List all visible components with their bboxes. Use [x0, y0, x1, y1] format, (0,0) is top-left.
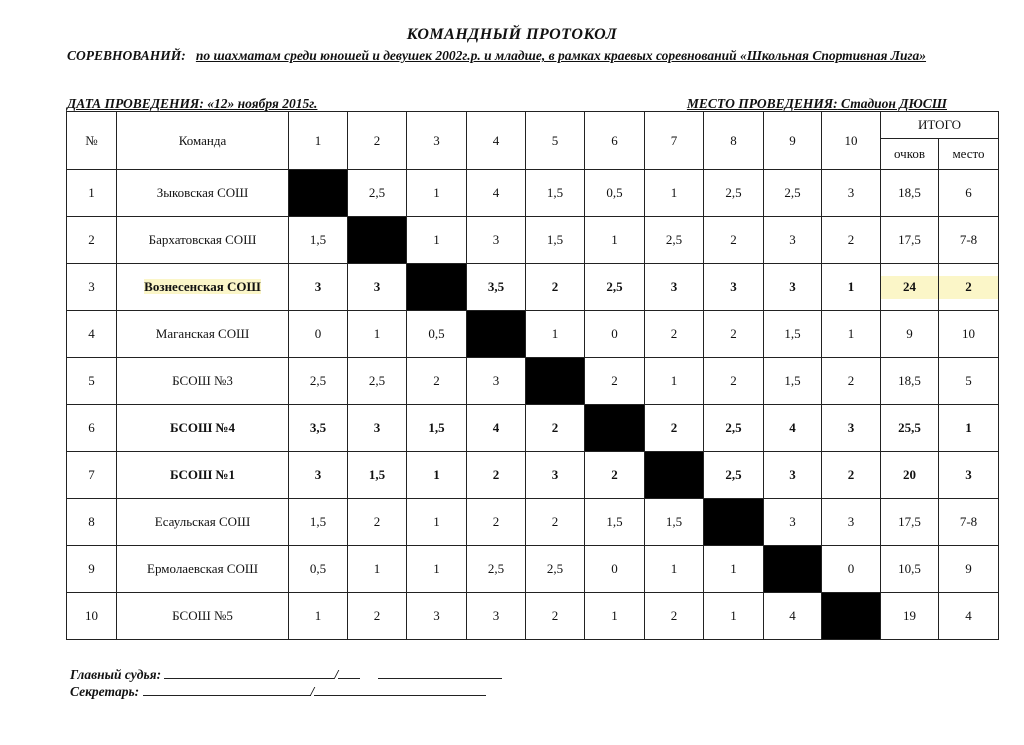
team-name-text: БСОШ №4 — [169, 420, 236, 435]
diagonal-cell — [348, 217, 407, 264]
score-cell: 2 — [645, 405, 704, 452]
score-cell: 1 — [585, 217, 645, 264]
score-cell: 1 — [645, 170, 704, 217]
score-cell: 2 — [704, 311, 764, 358]
row-number: 3 — [67, 264, 117, 311]
secretary-signature-line: Секретарь: / — [70, 683, 486, 700]
header-team: Команда — [117, 112, 289, 170]
score-cell: 1 — [822, 311, 881, 358]
score-cell: 3 — [822, 405, 881, 452]
total-points: 25,5 — [881, 405, 939, 452]
place-field — [687, 96, 947, 112]
final-place: 7-8 — [939, 217, 999, 264]
judge-signature-sep — [338, 666, 360, 679]
team-name-text: Бархатовская СОШ — [148, 232, 257, 247]
competition-label: СОРЕВНОВАНИЙ: — [67, 48, 186, 63]
team-name — [117, 170, 289, 217]
competition-line — [67, 47, 957, 64]
score-cell: 4 — [764, 593, 822, 640]
score-cell: 2,5 — [348, 170, 407, 217]
date-label: ДАТА ПРОВЕДЕНИЯ: — [67, 96, 204, 111]
diagonal-cell — [704, 499, 764, 546]
score-cell: 0 — [289, 311, 348, 358]
total-points: 10,5 — [881, 546, 939, 593]
table-row — [67, 593, 999, 640]
score-cell: 3 — [348, 264, 407, 311]
score-cell: 1 — [645, 546, 704, 593]
team-name-text: БСОШ №1 — [169, 467, 236, 482]
final-place: 2 — [939, 264, 999, 311]
total-points: 20 — [881, 452, 939, 499]
score-cell: 1 — [822, 264, 881, 311]
score-cell: 1 — [289, 593, 348, 640]
final-place: 7-8 — [939, 499, 999, 546]
score-cell: 3 — [704, 264, 764, 311]
secretary-label: Секретарь: — [70, 684, 140, 699]
score-cell: 1 — [407, 217, 467, 264]
team-name-text: Есаульская СОШ — [154, 514, 251, 529]
team-name — [117, 217, 289, 264]
place-value: Стадион ДЮСШ — [841, 96, 947, 111]
score-cell: 3 — [822, 499, 881, 546]
diagonal-cell — [289, 170, 348, 217]
score-cell: 1,5 — [289, 499, 348, 546]
score-cell: 1 — [407, 170, 467, 217]
score-cell: 0 — [822, 546, 881, 593]
score-cell: 0,5 — [407, 311, 467, 358]
table-row — [67, 264, 999, 311]
table-row — [67, 405, 999, 452]
score-cell: 2 — [526, 499, 585, 546]
score-cell: 3 — [289, 264, 348, 311]
team-name — [117, 405, 289, 452]
header-col-9: 9 — [764, 112, 822, 170]
place-label: МЕСТО ПРОВЕДЕНИЯ: — [686, 96, 838, 111]
total-points: 17,5 — [881, 217, 939, 264]
header-total: ИТОГО — [881, 112, 999, 139]
total-points: 24 — [881, 264, 939, 311]
score-cell: 2 — [467, 452, 526, 499]
score-cell: 2 — [645, 311, 704, 358]
date-place-line — [67, 96, 947, 112]
score-cell: 1 — [407, 546, 467, 593]
diagonal-cell — [822, 593, 881, 640]
diagonal-cell — [645, 452, 704, 499]
header-col-8: 8 — [704, 112, 764, 170]
diagonal-cell — [407, 264, 467, 311]
score-cell: 2 — [526, 264, 585, 311]
score-cell: 1,5 — [289, 217, 348, 264]
score-cell: 2 — [407, 358, 467, 405]
header-num: № — [67, 112, 117, 170]
score-cell: 1 — [645, 358, 704, 405]
score-cell: 1,5 — [764, 311, 822, 358]
team-name-text: Ермолаевская СОШ — [147, 561, 258, 576]
score-cell: 2 — [348, 499, 407, 546]
header-col-2: 2 — [348, 112, 407, 170]
table-row — [67, 358, 999, 405]
score-cell: 2,5 — [585, 264, 645, 311]
judge-signature-line: Главный судья: / — [70, 666, 502, 683]
score-cell: 3 — [348, 405, 407, 452]
table-row — [67, 546, 999, 593]
row-number: 4 — [67, 311, 117, 358]
score-cell: 3 — [467, 217, 526, 264]
score-cell: 1,5 — [526, 217, 585, 264]
score-cell: 2,5 — [467, 546, 526, 593]
competition-text: по шахматам среди юношей и девушек 2002г.р. и младше, в рамках краевых соревнований «Школьная Спортивная Лига» — [195, 48, 927, 63]
score-cell: 1,5 — [348, 452, 407, 499]
score-cell: 1 — [348, 546, 407, 593]
total-points: 17,5 — [881, 499, 939, 546]
final-place: 3 — [939, 452, 999, 499]
header-col-5: 5 — [526, 112, 585, 170]
page-title: КОМАНДНЫЙ ПРОТОКОЛ — [406, 26, 618, 43]
diagonal-cell — [585, 405, 645, 452]
row-number: 5 — [67, 358, 117, 405]
score-cell: 1 — [704, 546, 764, 593]
total-points: 18,5 — [881, 358, 939, 405]
score-cell: 1,5 — [526, 170, 585, 217]
score-cell: 4 — [467, 405, 526, 452]
score-cell: 0,5 — [289, 546, 348, 593]
row-number: 10 — [67, 593, 117, 640]
team-name-text: БСОШ №5 — [172, 608, 233, 623]
team-name — [117, 264, 289, 311]
score-cell: 3 — [764, 264, 822, 311]
row-number: 6 — [67, 405, 117, 452]
score-cell: 2 — [704, 358, 764, 405]
score-cell: 2,5 — [704, 170, 764, 217]
score-cell: 2 — [348, 593, 407, 640]
final-place: 1 — [939, 405, 999, 452]
final-place: 5 — [939, 358, 999, 405]
table-row — [67, 499, 999, 546]
date-field — [67, 96, 317, 111]
team-name — [117, 358, 289, 405]
score-cell: 2,5 — [289, 358, 348, 405]
score-cell: 3 — [407, 593, 467, 640]
score-cell: 2,5 — [526, 546, 585, 593]
score-cell: 3 — [764, 452, 822, 499]
row-number: 7 — [67, 452, 117, 499]
score-cell: 3 — [526, 452, 585, 499]
score-cell: 1 — [407, 452, 467, 499]
score-cell: 1 — [526, 311, 585, 358]
table-row — [67, 170, 999, 217]
score-cell: 2 — [526, 593, 585, 640]
header-points: очков — [881, 139, 939, 170]
row-number: 1 — [67, 170, 117, 217]
score-cell: 1 — [348, 311, 407, 358]
score-cell: 2 — [526, 405, 585, 452]
score-cell: 4 — [467, 170, 526, 217]
score-cell: 2 — [822, 452, 881, 499]
score-cell: 1,5 — [407, 405, 467, 452]
row-number: 9 — [67, 546, 117, 593]
team-name-text: Зыковская СОШ — [156, 185, 249, 200]
final-place: 4 — [939, 593, 999, 640]
score-cell: 2,5 — [764, 170, 822, 217]
score-cell: 2,5 — [704, 405, 764, 452]
score-cell: 3 — [645, 264, 704, 311]
header-place: место — [939, 139, 999, 170]
team-name — [117, 593, 289, 640]
header-col-6: 6 — [585, 112, 645, 170]
results-table — [66, 111, 999, 640]
score-cell: 0 — [585, 311, 645, 358]
score-cell: 2 — [585, 452, 645, 499]
team-name — [117, 499, 289, 546]
total-points: 9 — [881, 311, 939, 358]
header-col-10: 10 — [822, 112, 881, 170]
score-cell: 1,5 — [645, 499, 704, 546]
judge-signature-field — [164, 666, 334, 679]
team-name-text: Вознесенская СОШ — [144, 279, 261, 294]
diagonal-cell — [467, 311, 526, 358]
diagonal-cell — [526, 358, 585, 405]
final-place: 9 — [939, 546, 999, 593]
score-cell: 1 — [704, 593, 764, 640]
score-cell: 3 — [764, 499, 822, 546]
final-place: 10 — [939, 311, 999, 358]
total-points: 19 — [881, 593, 939, 640]
score-cell: 1,5 — [764, 358, 822, 405]
row-number: 8 — [67, 499, 117, 546]
score-cell: 3 — [467, 593, 526, 640]
score-cell: 2 — [467, 499, 526, 546]
score-cell: 3 — [289, 452, 348, 499]
total-points: 18,5 — [881, 170, 939, 217]
score-cell: 0,5 — [585, 170, 645, 217]
diagonal-cell — [764, 546, 822, 593]
row-number: 2 — [67, 217, 117, 264]
score-cell: 2 — [645, 593, 704, 640]
score-cell: 4 — [764, 405, 822, 452]
team-name — [117, 452, 289, 499]
date-value: «12» ноября 2015г. — [207, 96, 318, 111]
header-col-4: 4 — [467, 112, 526, 170]
score-cell: 2,5 — [645, 217, 704, 264]
header-col-1: 1 — [289, 112, 348, 170]
score-cell: 1 — [407, 499, 467, 546]
table-row — [67, 452, 999, 499]
table-row — [67, 311, 999, 358]
judge-label: Главный судья: — [70, 667, 162, 682]
score-cell: 2 — [704, 217, 764, 264]
score-cell: 2 — [822, 358, 881, 405]
score-cell: 1 — [585, 593, 645, 640]
score-cell: 2 — [822, 217, 881, 264]
results-body — [67, 170, 999, 640]
score-cell: 2,5 — [348, 358, 407, 405]
team-name — [117, 546, 289, 593]
score-cell: 3,5 — [289, 405, 348, 452]
secretary-signature-field — [143, 683, 311, 696]
table-row — [67, 217, 999, 264]
score-cell: 3 — [764, 217, 822, 264]
header-col-3: 3 — [407, 112, 467, 170]
team-name-text: БСОШ №3 — [172, 373, 233, 388]
secretary-name-field — [314, 683, 486, 696]
score-cell: 2,5 — [704, 452, 764, 499]
team-name-text: Маганская СОШ — [155, 326, 250, 341]
judge-name-field — [378, 666, 502, 679]
score-cell: 0 — [585, 546, 645, 593]
final-place: 6 — [939, 170, 999, 217]
team-name — [117, 311, 289, 358]
score-cell: 3,5 — [467, 264, 526, 311]
score-cell: 1,5 — [585, 499, 645, 546]
score-cell: 3 — [467, 358, 526, 405]
score-cell: 3 — [822, 170, 881, 217]
score-cell: 2 — [585, 358, 645, 405]
header-col-7: 7 — [645, 112, 704, 170]
